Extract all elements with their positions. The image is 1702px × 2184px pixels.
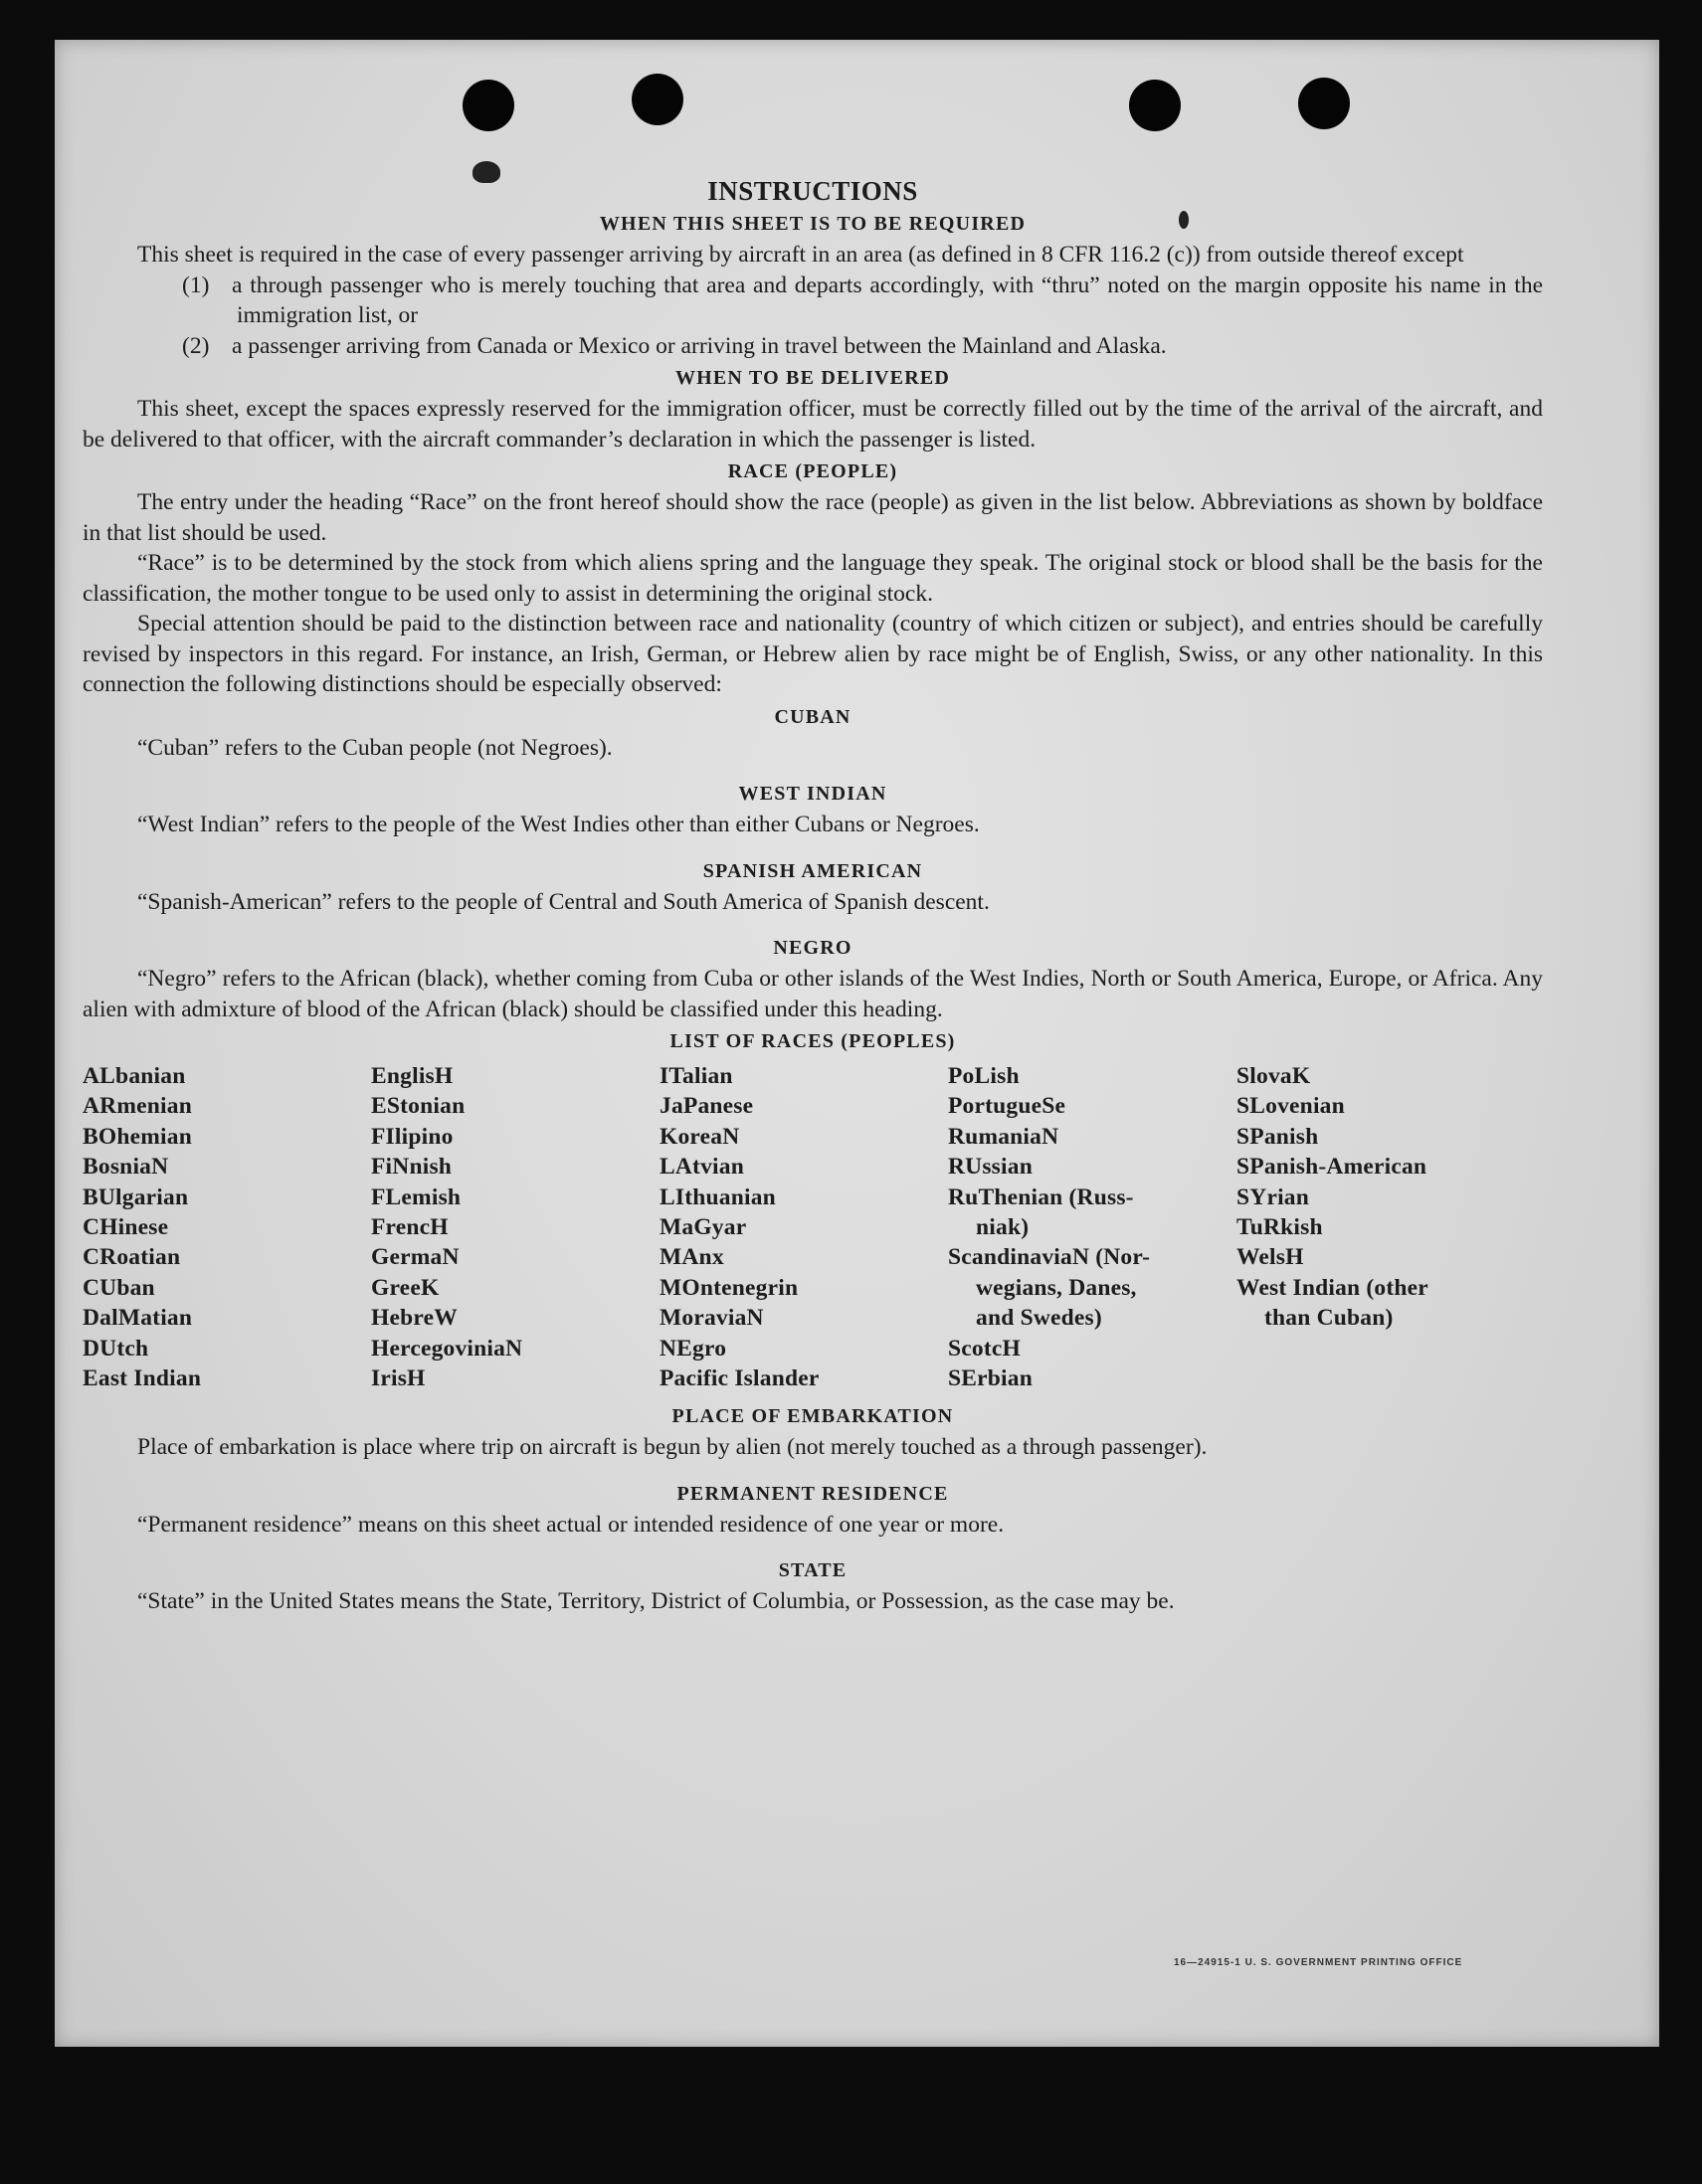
item-number: (1) xyxy=(182,272,210,298)
paragraph-race-2: “Race” is to be determined by the stock from which aliens spring and the language they speak. The original stock or blood shall be the basis for the classification, the mother tongue to be used only to assist in determining the original stock. xyxy=(83,550,1543,607)
page-title: INSTRUCTIONS xyxy=(707,176,918,206)
race-entry: CRoatian xyxy=(83,1244,181,1271)
paragraph-state: “State” in the United States means the State, Territory, District of Columbia, or Possession, as the case may be. xyxy=(137,1588,1175,1615)
punch-hole xyxy=(632,74,683,125)
race-entry: SPanish xyxy=(1236,1123,1319,1150)
race-entry: DalMatian xyxy=(83,1305,193,1332)
section-heading-spanish-american: SPANISH AMERICAN xyxy=(702,859,923,882)
race-entry: GreeK xyxy=(371,1274,440,1301)
race-column xyxy=(948,1061,1236,1393)
race-entry: MAnx xyxy=(660,1244,724,1271)
race-entry: LAtvian xyxy=(660,1154,744,1181)
race-entry: Pacific Islander xyxy=(660,1365,820,1392)
race-entry: FiNnish xyxy=(371,1154,453,1181)
race-entry: FLemish xyxy=(371,1183,462,1210)
race-entry: SErbian xyxy=(948,1365,1033,1392)
race-entry: FrencH xyxy=(371,1214,449,1241)
section-heading-race: RACE (PEOPLE) xyxy=(727,460,898,482)
section-heading-state: STATE xyxy=(778,1559,848,1582)
race-entry: ScandinaviaN (Nor- xyxy=(948,1244,1151,1271)
race-entry: than Cuban) xyxy=(1264,1305,1394,1332)
race-entry: EStonian xyxy=(371,1093,466,1120)
race-entry: DUtch xyxy=(83,1335,149,1362)
section-heading-cuban: CUBAN xyxy=(774,705,851,728)
paragraph-spanish-american: “Spanish-American” refers to the people of Central and South America of Spanish descent. xyxy=(137,888,990,915)
paragraph-delivered: This sheet, except the spaces expressly reserved for the immigration officer, must be correctly filled out by the time of the arrival of the aircraft, and be delivered to that officer, with the aircraft commander’s declaration in which the passenger is listed. xyxy=(83,396,1543,453)
paragraph-race-3: Special attention should be paid to the distinction between race and nationality (country of which citizen or subject), and entries should be carefully revised by inspectors in this regard. For instance, an Irish, German, or Hebrew alien by race might be of English, Swiss, or any other nationality. In this connection the following distinctions should be especially observed: xyxy=(83,611,1543,697)
section-heading-negro: NEGRO xyxy=(773,937,852,959)
race-entry: RuThenian (Russ- xyxy=(948,1183,1134,1210)
section-heading-embarkation: PLACE OF EMBARKATION xyxy=(671,1405,954,1428)
section-heading-west-indian: WEST INDIAN xyxy=(738,783,887,805)
paragraph-west-indian: “West Indian” refers to the people of the West Indies other than either Cubans or Negroes. xyxy=(137,812,980,837)
race-entry: BOhemian xyxy=(83,1123,192,1150)
race-entry: and Swedes) xyxy=(976,1305,1102,1332)
race-entry: SYrian xyxy=(1236,1183,1310,1210)
race-entry: FIlipino xyxy=(371,1123,454,1150)
paragraph-negro: “Negro” refers to the African (black), whether coming from Cuba or other islands of the West Indies, North or South America, Europe, or Africa. Any alien with admixture of blood of the African (black) should be classified under this heading. xyxy=(83,966,1543,1022)
punch-hole xyxy=(463,80,514,131)
printing-office-code: 16—24915-1 U. S. GOVERNMENT PRINTING OFFICE xyxy=(1174,1957,1463,1968)
paragraph-race-1: The entry under the heading “Race” on the front hereof should show the race (people) as given in the list below. Abbreviations as shown by boldface in that list should be used. xyxy=(83,489,1543,546)
race-column xyxy=(83,1061,371,1393)
race-entry: GermaN xyxy=(371,1244,460,1271)
race-entry: SLovenian xyxy=(1236,1093,1345,1120)
race-entry: LIthuanian xyxy=(660,1183,776,1210)
race-entry: NEgro xyxy=(660,1335,727,1362)
list-item xyxy=(83,271,1543,331)
race-entry: HercegovinіaN xyxy=(371,1335,523,1362)
race-entry: RUssian xyxy=(948,1154,1033,1181)
race-entry: West Indian (other xyxy=(1236,1274,1428,1301)
race-entry: wegians, Danes, xyxy=(976,1274,1137,1301)
item-text: a through passenger who is merely touching that area and departs accordingly, with “thru” noted on the margin opposite his name in the immigration list, or xyxy=(232,272,1543,328)
race-entry: niak) xyxy=(976,1214,1030,1241)
race-entry: PoLish xyxy=(948,1063,1020,1089)
race-entry: ARmenian xyxy=(83,1093,192,1120)
item-number: (2) xyxy=(182,332,210,359)
punch-hole xyxy=(1129,80,1181,131)
race-entry: WelsH xyxy=(1236,1244,1304,1271)
race-entry: East Indian xyxy=(83,1365,202,1392)
race-entry: JaPanese xyxy=(660,1093,754,1120)
race-entry: PortugueSe xyxy=(948,1093,1066,1120)
paragraph-embarkation: Place of embarkation is place where trip on aircraft is begun by alien (not merely touched as a through passenger). xyxy=(137,1434,1208,1461)
race-entry: CHinese xyxy=(83,1214,169,1241)
race-entry: RumaniaN xyxy=(948,1123,1059,1150)
race-list xyxy=(83,1061,1543,1393)
race-entry: MoraviaN xyxy=(660,1305,764,1332)
race-entry: SlovaK xyxy=(1236,1063,1311,1089)
section-heading-delivered: WHEN TO BE DELIVERED xyxy=(674,367,951,389)
race-entry: HebreW xyxy=(371,1305,458,1332)
item-text: a passenger arriving from Canada or Mexico or arriving in travel between the Mainland and Alaska. xyxy=(232,332,1167,359)
race-entry: MaGyar xyxy=(660,1214,747,1241)
race-entry: BUlgarian xyxy=(83,1183,189,1210)
section-heading-required: WHEN THIS SHEET IS TO BE REQUIRED xyxy=(599,213,1027,235)
race-entry: ALbanian xyxy=(83,1063,186,1089)
race-entry: ScotcH xyxy=(948,1335,1021,1362)
section-heading-races: LIST OF RACES (PEOPLES) xyxy=(669,1030,956,1052)
instructions-content xyxy=(83,176,1543,1617)
punch-hole xyxy=(1298,78,1350,129)
race-entry: TuRkish xyxy=(1236,1214,1323,1241)
race-entry: SPanish-American xyxy=(1236,1154,1427,1181)
race-entry: ITalian xyxy=(660,1063,733,1089)
race-column xyxy=(371,1061,660,1393)
race-entry: MOntenegrin xyxy=(660,1274,799,1301)
paragraph-cuban: “Cuban” refers to the Cuban people (not Negroes). xyxy=(137,734,613,761)
race-entry: IrisH xyxy=(371,1365,426,1392)
race-column xyxy=(1236,1061,1525,1393)
race-column xyxy=(660,1061,948,1393)
list-item xyxy=(83,331,1543,362)
paragraph-required: This sheet is required in the case of every passenger arriving by aircraft in an area (as defined in 8 CFR 116.2 (c)) from outside thereof except xyxy=(137,242,1464,268)
race-entry: EnglisH xyxy=(371,1063,454,1089)
race-entry: BosniaN xyxy=(83,1154,169,1181)
paragraph-residence: “Permanent residence” means on this sheet actual or intended residence of one year or more. xyxy=(137,1511,1005,1538)
document-sheet xyxy=(55,40,1659,2047)
race-entry: CUban xyxy=(83,1274,155,1301)
section-heading-residence: PERMANENT RESIDENCE xyxy=(676,1482,949,1505)
race-entry: KoreaN xyxy=(660,1123,740,1150)
